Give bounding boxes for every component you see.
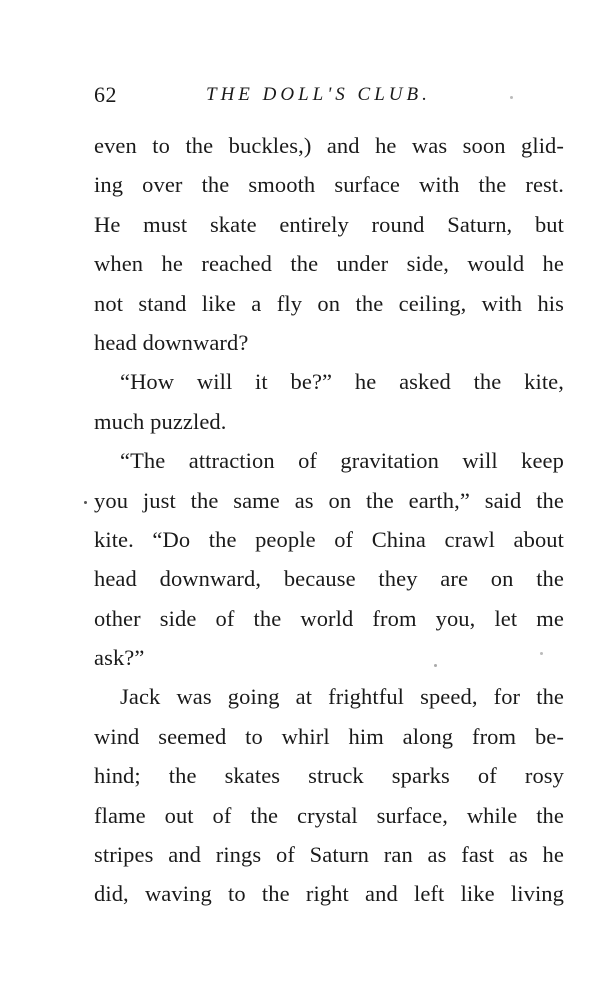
- print-speck: [540, 652, 543, 655]
- body-text: [94, 126, 564, 914]
- text-line: you just the same as on the earth,” said the: [94, 487, 564, 513]
- text-line: much puzzled.: [94, 408, 227, 434]
- text-line: hind; the skates struck sparks of rosy: [94, 763, 564, 789]
- running-head: THE DOLL'S CLUB.: [206, 84, 431, 105]
- page-number: 62: [94, 82, 117, 107]
- text-line: even to the buckles,) and he was soon glid-: [94, 133, 564, 158]
- text-line: flame out of the crystal surface, while the: [94, 802, 564, 828]
- text-line: ing over the smooth surface with the rest.: [94, 172, 564, 198]
- text-line: did, waving to the right and left like living: [94, 881, 564, 907]
- text-line: wind seemed to whirl him along from be-: [94, 723, 564, 749]
- print-speck: [510, 96, 513, 99]
- text-line: when he reached the under side, would he: [94, 251, 564, 277]
- text-line: ask?”: [94, 645, 145, 671]
- text-line: kite. “Do the people of China crawl about: [94, 526, 564, 552]
- page-header: [94, 82, 514, 112]
- text-line: not stand like a fly on the ceiling, with his: [94, 290, 564, 316]
- text-line: “How will it be?” he asked the kite,: [120, 369, 564, 395]
- text-line: other side of the world from you, let me: [94, 605, 564, 631]
- text-line: Jack was going at frightful speed, for the: [120, 684, 564, 710]
- print-speck: [434, 664, 437, 667]
- text-line: head downward, because they are on the: [94, 566, 564, 592]
- print-speck: [84, 501, 87, 504]
- text-line: head downward?: [94, 329, 249, 355]
- text-line: stripes and rings of Saturn ran as fast as he: [94, 842, 564, 868]
- text-line: “The attraction of gravitation will keep: [120, 448, 564, 474]
- text-line: He must skate entirely round Saturn, but: [94, 211, 564, 237]
